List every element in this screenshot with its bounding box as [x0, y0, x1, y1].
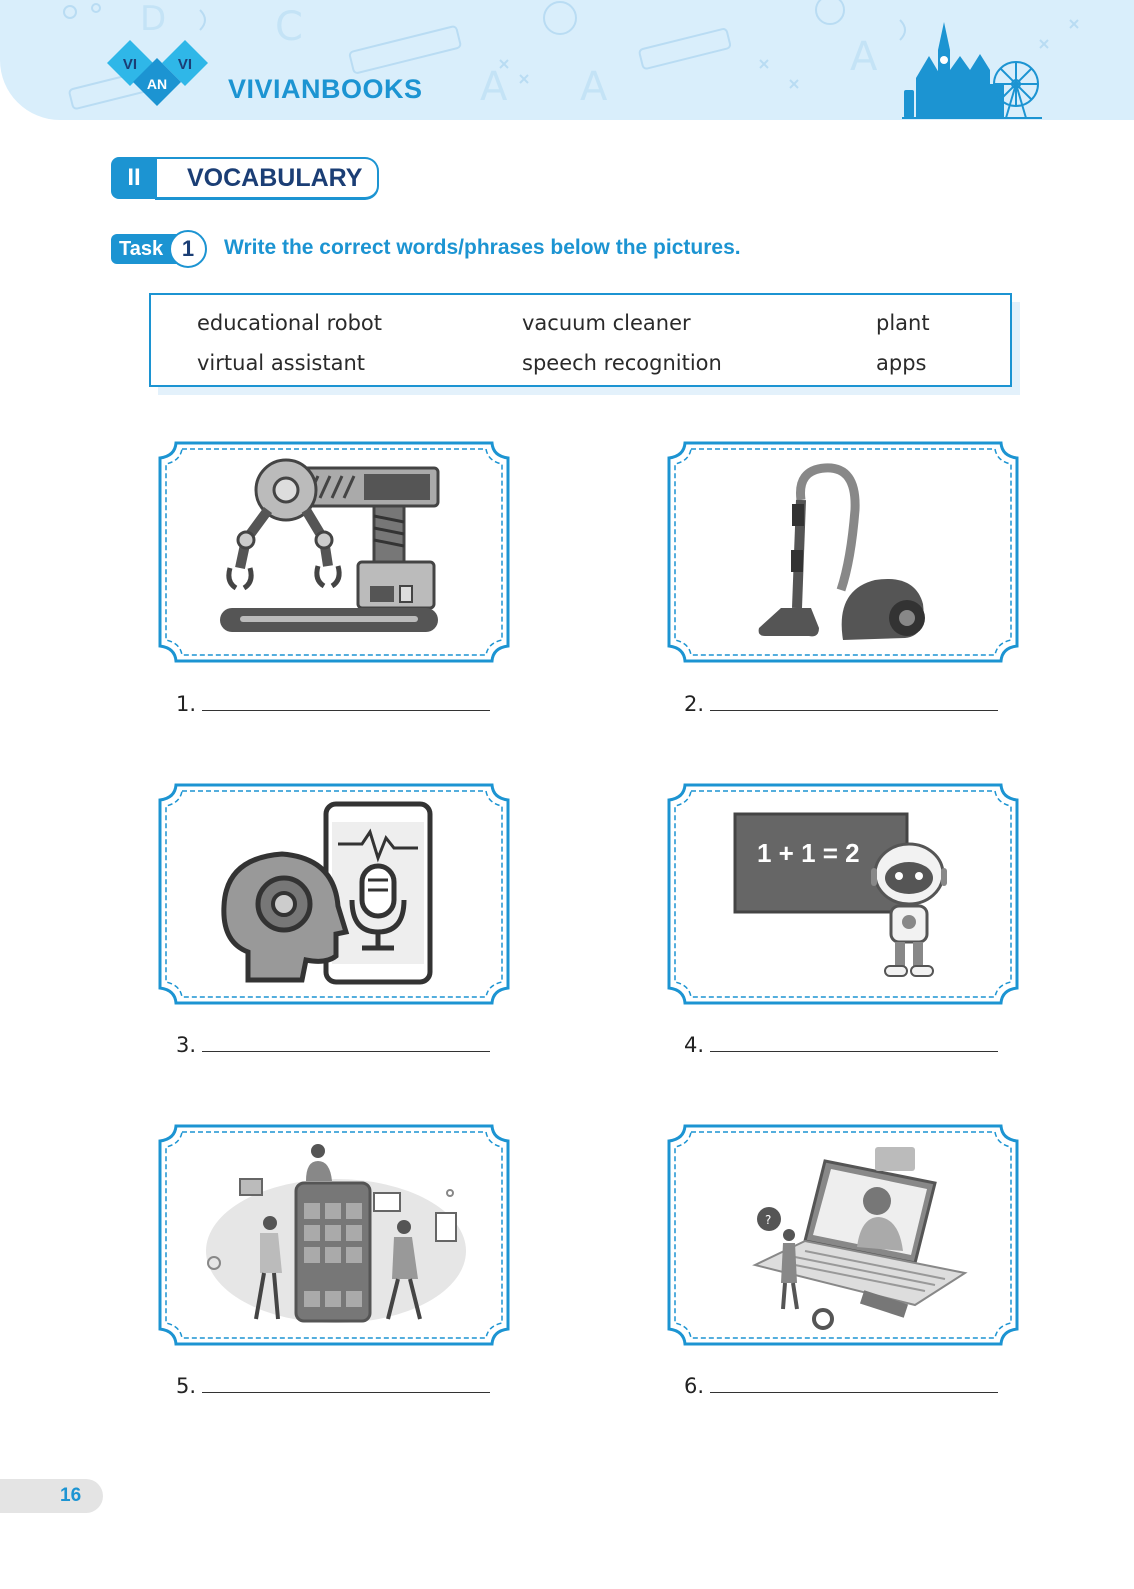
virtual-assistant-icon — [665, 1123, 1021, 1347]
answer-blank[interactable] — [202, 1035, 490, 1052]
picture-card-2 — [665, 440, 1021, 664]
answer-line-3 — [176, 1033, 490, 1057]
picture-card-6 — [665, 1123, 1021, 1347]
item-number: 3. — [176, 1033, 197, 1057]
page-number-tab — [0, 1479, 103, 1513]
picture-card-5 — [156, 1123, 512, 1347]
task-instruction: Write the correct words/phrases below the pictures. — [224, 236, 741, 259]
item-number: 6. — [684, 1374, 705, 1398]
answer-line-5 — [176, 1374, 490, 1398]
word-bank-item: apps — [876, 351, 927, 375]
answer-line-2 — [684, 692, 998, 716]
section-number: II — [111, 157, 157, 199]
word-bank-item: educational robot — [197, 311, 383, 335]
london-skyline-icon — [902, 20, 1042, 120]
answer-blank[interactable] — [710, 1376, 998, 1393]
item-number: 1. — [176, 692, 197, 716]
logo-letters-1: VI — [122, 56, 138, 73]
logo-letters-2: AN — [146, 76, 168, 92]
answer-blank[interactable] — [710, 1035, 998, 1052]
picture-card-4 — [665, 782, 1021, 1006]
vianvi-logo — [105, 38, 215, 108]
brand-name: VIVIANBOOKS — [228, 74, 423, 104]
answer-line-6 — [684, 1374, 998, 1398]
task-number: 1 — [169, 230, 207, 268]
word-bank-item: plant — [876, 311, 930, 335]
question-mark-icon: ? — [765, 1213, 772, 1227]
page-header — [0, 0, 1134, 120]
task-label: Task — [111, 234, 187, 264]
answer-line-1 — [176, 692, 490, 716]
answer-line-4 — [684, 1033, 998, 1057]
answer-blank[interactable] — [710, 694, 998, 711]
svg-text:A: A — [580, 64, 608, 110]
logo-letters-3: VI — [177, 56, 193, 73]
vacuum-cleaner-icon — [665, 440, 1021, 664]
section-heading — [111, 157, 383, 199]
picture-card-1 — [156, 440, 512, 664]
speech-recognition-icon — [156, 782, 512, 1006]
word-bank-item: virtual assistant — [197, 351, 365, 375]
factory-robot-arm-icon — [156, 440, 512, 664]
educational-robot-icon — [665, 782, 1021, 1006]
word-bank-item: speech recognition — [522, 351, 722, 375]
item-number: 2. — [684, 692, 705, 716]
svg-text:D: D — [140, 0, 167, 39]
item-number: 5. — [176, 1374, 197, 1398]
answer-blank[interactable] — [202, 694, 490, 711]
word-bank — [149, 293, 1012, 387]
item-number: 4. — [684, 1033, 705, 1057]
answer-blank[interactable] — [202, 1376, 490, 1393]
section-title: VOCABULARY — [187, 164, 363, 192]
word-bank-item: vacuum cleaner — [522, 311, 691, 335]
svg-text:A: A — [850, 34, 878, 80]
picture-card-3 — [156, 782, 512, 1006]
board-equation: 1 + 1 = 2 — [757, 838, 860, 868]
page-number: 16 — [60, 1485, 82, 1506]
svg-text:C: C — [275, 4, 303, 50]
mobile-apps-icon — [156, 1123, 512, 1347]
svg-text:A: A — [480, 64, 508, 110]
